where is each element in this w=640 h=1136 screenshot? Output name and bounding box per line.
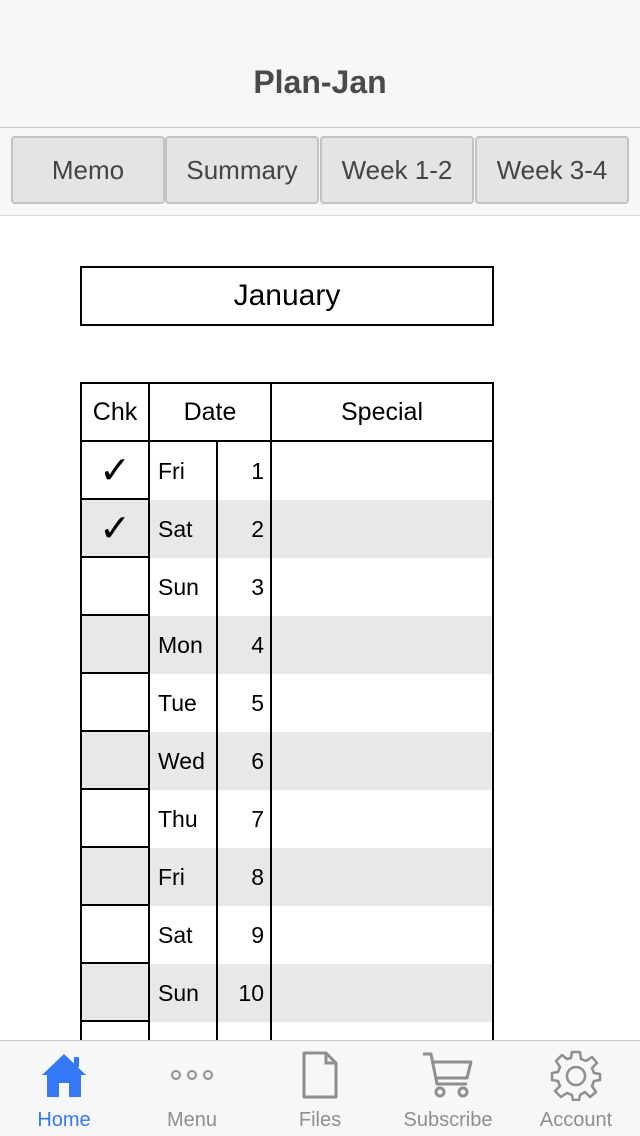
bottom-tab-menu[interactable] — [128, 1041, 256, 1136]
column-header-date: Date — [183, 397, 237, 426]
bottom-tab-label: Home — [37, 1109, 91, 1131]
table-row[interactable] — [82, 790, 492, 848]
special-cell[interactable] — [272, 500, 492, 558]
day-name: Tue — [158, 690, 197, 716]
table-row[interactable] — [82, 442, 492, 500]
file-icon — [292, 1049, 348, 1101]
day-number: 5 — [251, 690, 264, 716]
checkbox-cell[interactable] — [82, 442, 148, 500]
check-icon: ✓ — [99, 506, 131, 550]
table-header-row — [82, 384, 492, 442]
day-number: 4 — [251, 632, 264, 658]
grid-line — [270, 384, 272, 1042]
table-row[interactable] — [82, 674, 492, 732]
day-name: Fri — [158, 458, 185, 484]
check-icon: ✓ — [99, 448, 131, 492]
special-cell[interactable] — [272, 790, 492, 848]
month-title: January — [80, 266, 494, 326]
grid-line — [216, 442, 218, 1042]
day-name: Sat — [158, 922, 193, 948]
checkbox-cell[interactable] — [82, 790, 148, 848]
bottom-tab-label: Account — [539, 1109, 613, 1131]
bottom-tab-label: Files — [298, 1109, 342, 1131]
tab-week-3-4[interactable]: Week 3-4 — [475, 136, 629, 204]
plan-table — [80, 382, 494, 1042]
grid-line — [148, 384, 150, 1042]
bottom-tab-account[interactable] — [512, 1041, 640, 1136]
special-cell[interactable] — [272, 906, 492, 964]
day-number: 3 — [251, 574, 264, 600]
bottom-tab-home[interactable] — [0, 1041, 128, 1136]
checkbox-cell[interactable] — [82, 848, 148, 906]
day-number: 7 — [251, 806, 264, 832]
bottom-tab-bar — [0, 1040, 640, 1136]
column-header-chk: Chk — [92, 397, 138, 426]
day-name: Fri — [158, 864, 185, 890]
checkbox-cell[interactable] — [82, 674, 148, 732]
special-cell[interactable] — [272, 616, 492, 674]
special-cell[interactable] — [272, 964, 492, 1022]
special-cell[interactable] — [272, 732, 492, 790]
table-row[interactable] — [82, 500, 492, 558]
special-cell[interactable] — [272, 558, 492, 616]
table-row[interactable] — [82, 616, 492, 674]
table-row[interactable] — [82, 964, 492, 1022]
cart-icon — [420, 1049, 476, 1101]
checkbox-cell[interactable] — [82, 906, 148, 964]
special-cell[interactable] — [272, 442, 492, 500]
table-row[interactable] — [82, 848, 492, 906]
tab-summary[interactable]: Summary — [165, 136, 319, 204]
day-name: Sat — [158, 516, 193, 542]
special-cell[interactable] — [272, 848, 492, 906]
bottom-tab-label: Menu — [166, 1109, 218, 1131]
table-row[interactable] — [82, 732, 492, 790]
day-name: Mon — [158, 632, 203, 658]
day-number: 9 — [251, 922, 264, 948]
gear-icon — [548, 1049, 604, 1101]
day-name: Sun — [158, 980, 199, 1006]
checkbox-cell[interactable] — [82, 964, 148, 1022]
day-number: 10 — [238, 980, 264, 1006]
checkbox-cell[interactable] — [82, 616, 148, 674]
day-number: 2 — [251, 516, 264, 542]
day-name: Wed — [158, 748, 205, 774]
table-row[interactable] — [82, 558, 492, 616]
checkbox-cell[interactable] — [82, 558, 148, 616]
table-row[interactable] — [82, 906, 492, 964]
special-cell[interactable] — [272, 674, 492, 732]
home-icon — [36, 1049, 92, 1101]
nav-header — [0, 0, 640, 128]
checkbox-cell[interactable] — [82, 732, 148, 790]
more-icon — [164, 1049, 220, 1101]
day-number: 6 — [251, 748, 264, 774]
checkbox-cell[interactable] — [82, 500, 148, 558]
tab-week-1-2[interactable]: Week 1-2 — [320, 136, 474, 204]
page-title: Plan-Jan — [253, 64, 387, 100]
day-number: 1 — [251, 458, 264, 484]
bottom-tab-subscribe[interactable] — [384, 1041, 512, 1136]
day-name: Thu — [158, 806, 198, 832]
tab-memo[interactable]: Memo — [11, 136, 165, 204]
day-name: Sun — [158, 574, 199, 600]
column-header-special: Special — [341, 397, 423, 426]
bottom-tab-label: Subscribe — [403, 1109, 493, 1131]
sheet-tab-bar — [0, 128, 640, 216]
day-number: 8 — [251, 864, 264, 890]
bottom-tab-files[interactable] — [256, 1041, 384, 1136]
